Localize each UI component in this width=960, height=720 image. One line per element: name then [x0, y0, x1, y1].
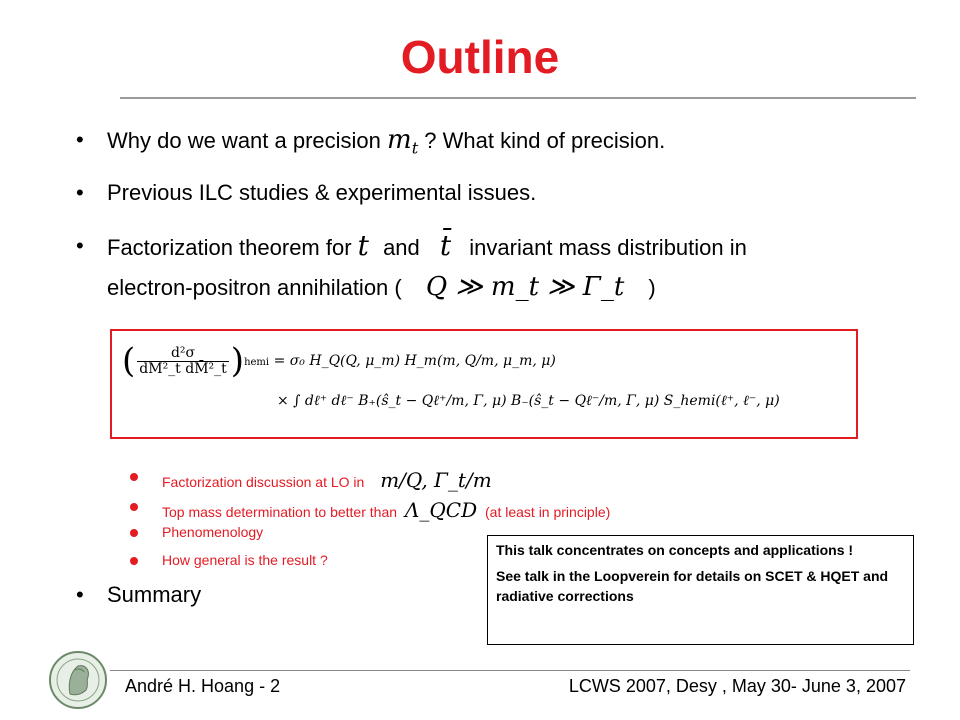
bullet-dot — [130, 473, 138, 481]
math-t: t — [357, 229, 369, 262]
note-line-1: This talk concentrates on concepts and applications ! — [496, 542, 854, 558]
note-line-2: See talk in the Loopverein for details on SCET & HQET and radiative corrections — [496, 568, 889, 604]
math-lambda-qcd: Λ_QCD — [404, 498, 478, 522]
bullet-dot — [130, 529, 138, 537]
formula-line-2: × ∫ dℓ⁺ dℓ⁻ B₊(ŝ_t − Qℓ⁺/m, Γ, μ) B₋(ŝ_t − Qℓ⁻/m, Γ, μ) S_hemi(ℓ⁺, ℓ⁻, μ) — [277, 393, 780, 409]
footer-divider — [110, 670, 910, 671]
bullet-dot — [130, 557, 138, 565]
math-lo-parameters: m/Q, Γ_t/m — [380, 468, 492, 492]
bullet-dot: • — [76, 127, 84, 152]
slide-title: Outline — [400, 31, 560, 83]
math-hierarchy: Q ≫ m_t ≫ Γ_t — [425, 272, 625, 302]
footer-conference: LCWS 2007, Desy , May 30- June 3, 2007 — [568, 676, 906, 696]
institute-seal-logo-icon — [48, 650, 108, 710]
title-divider — [120, 97, 916, 99]
bullet-text: electron-positron annihilation ( Q ≫ m_t ≫ Γ_t ) — [107, 272, 656, 302]
note-box — [487, 535, 914, 645]
factorization-formula-box — [110, 329, 858, 439]
math-mt: $m_t$ — [387, 125, 419, 158]
bullet-text: Summary — [107, 582, 202, 607]
footer-author: André H. Hoang - 2 — [125, 676, 281, 696]
bullet-dot: • — [76, 582, 84, 607]
formula-line-1: ( $\frac{\text{d²σ}}{\text{dM²\_t dM̄²\_t}}$ )hemi = σ₀ H_Q(Q, μ_m) H_m(m, Q/m, μ_m, μ) — [122, 341, 556, 381]
bullet-dot: • — [76, 180, 84, 205]
bullet-dot: • — [76, 233, 84, 258]
bullet-text: Why do we want a precision $m_t$ ? What kind of precision. — [107, 125, 666, 158]
bullet-text: Previous ILC studies & experimental issues. — [107, 180, 537, 205]
bullet-text: Factorization theorem for t and t̄ invariant mass distribution in — [107, 229, 747, 262]
bullet-dot — [130, 503, 138, 511]
math-tbar: t̄ — [439, 229, 452, 262]
